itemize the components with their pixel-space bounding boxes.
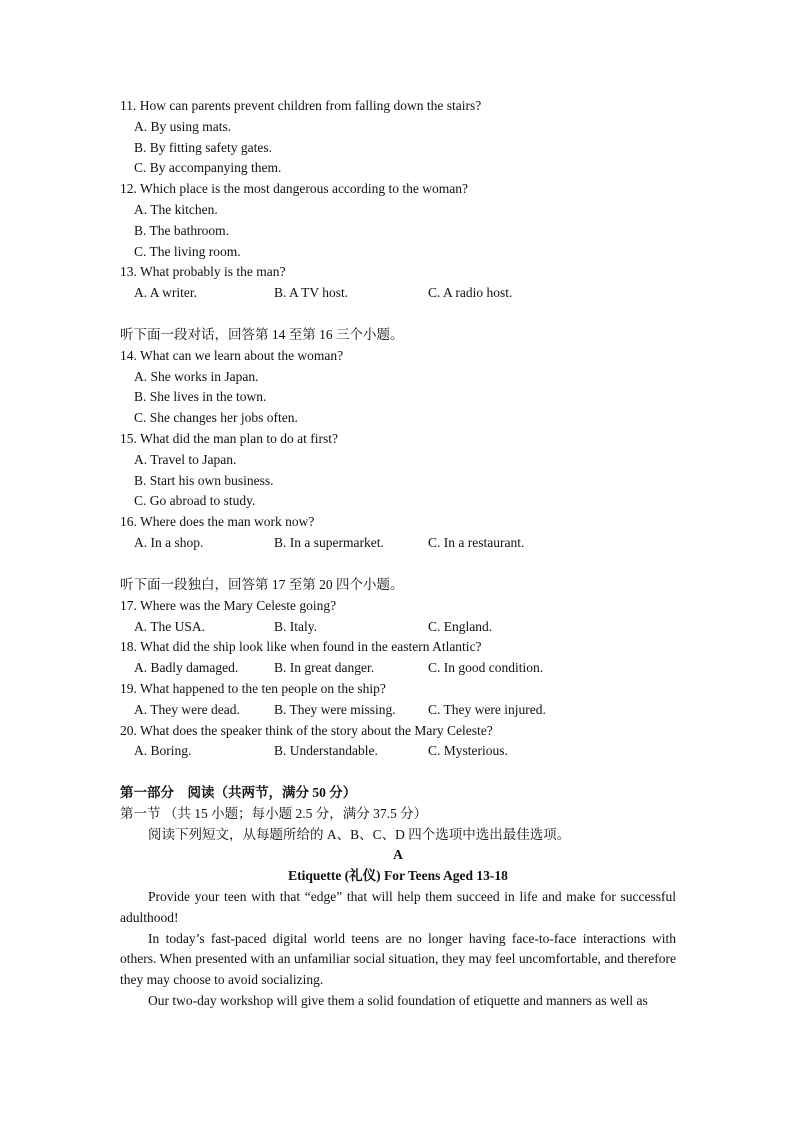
passage-paragraph-3: Our two-day workshop will give them a solid foundation of etiquette and manners as well as	[148, 992, 648, 1008]
option-18-b: B. In great danger.	[274, 660, 375, 676]
option-11-c: C. By accompanying them.	[134, 160, 282, 176]
option-15-a: A. Travel to Japan.	[134, 451, 237, 467]
option-16-c: C. In a restaurant.	[428, 534, 525, 550]
option-17-b: B. Italy.	[274, 618, 317, 634]
option-16-b: B. In a supermarket.	[274, 534, 384, 550]
question-16: 16. Where does the man work now?	[120, 514, 315, 530]
options-20	[120, 741, 676, 762]
section-line: 第一节 （共 15 小题；每小题 2.5 分，满分 37.5 分）	[120, 805, 428, 821]
options-17	[120, 617, 676, 638]
option-12-b: B. The bathroom.	[134, 222, 229, 238]
question-12: 12. Which place is the most dangerous according to the woman?	[120, 181, 469, 197]
option-14-c: C. She changes her jobs often.	[134, 410, 298, 426]
question-19: 19. What happened to the ten people on the ship?	[120, 680, 386, 696]
question-group-14-16	[120, 325, 676, 554]
option-20-c: C. Mysterious.	[428, 743, 508, 759]
option-13-c: C. A radio host.	[428, 285, 513, 301]
question-18: 18. What did the ship look like when found in the eastern Atlantic?	[120, 639, 482, 655]
option-18-a: A. Badly damaged.	[134, 660, 239, 676]
option-13-b: B. A TV host.	[274, 285, 349, 301]
instruction-14-16: 听下面一段对话，回答第 14 至第 16 三个小题。	[120, 327, 404, 342]
question-13: 13. What probably is the man?	[120, 264, 286, 280]
question-14: 14. What can we learn about the woman?	[120, 347, 344, 363]
option-12-a: A. The kitchen.	[134, 201, 218, 217]
question-group-11-13	[120, 96, 676, 304]
option-16-a: A. In a shop.	[134, 534, 204, 550]
question-group-17-20	[120, 575, 676, 762]
option-18-c: C. In good condition.	[428, 660, 544, 676]
reading-section	[120, 783, 676, 1012]
option-20-b: B. Understandable.	[274, 743, 378, 759]
option-17-a: A. The USA.	[134, 618, 206, 634]
option-19-b: B. They were missing.	[274, 701, 396, 717]
option-17-c: C. England.	[428, 618, 493, 634]
option-11-b: B. By fitting safety gates.	[134, 139, 272, 155]
passage-title: Etiquette (礼仪) For Teens Aged 13-18	[288, 868, 508, 884]
passage-paragraph-1: Provide your teen with that “edge” that will help them succeed in life and make for successful adulthood!	[120, 888, 676, 925]
question-11: 11. How can parents prevent children from falling down the stairs?	[120, 98, 482, 113]
question-17: 17. Where was the Mary Celeste going?	[120, 597, 337, 613]
option-20-a: A. Boring.	[134, 743, 192, 759]
options-19	[120, 700, 676, 721]
option-14-b: B. She lives in the town.	[134, 389, 267, 405]
options-13	[120, 283, 676, 304]
options-16	[120, 533, 676, 554]
passage-letter: A	[393, 847, 403, 863]
option-13-a: A. A writer.	[134, 285, 197, 301]
option-14-a: A. She works in Japan.	[134, 368, 259, 384]
part-title: 第一部分 阅读（共两节，满分 50 分）	[120, 785, 357, 800]
question-20: 20. What does the speaker think of the story about the Mary Celeste?	[120, 722, 493, 738]
option-11-a: A. By using mats.	[134, 118, 232, 134]
option-12-c: C. The living room.	[134, 243, 241, 259]
option-15-c: C. Go abroad to study.	[134, 493, 256, 509]
option-19-c: C. They were injured.	[428, 701, 546, 717]
passage-paragraph-2: In today’s fast-paced digital world teens are no longer having face-to-face interactions with others. When presented with an unfamiliar social situation, they may feel uncomfortable, and therefore they may choose to avoid socializing.	[120, 930, 676, 988]
option-19-a: A. They were dead.	[134, 701, 240, 717]
option-15-b: B. Start his own business.	[134, 472, 274, 488]
question-15: 15. What did the man plan to do at first?	[120, 430, 338, 446]
options-18	[120, 658, 676, 679]
instruction-17-20: 听下面一段独白，回答第 17 至第 20 四个小题。	[120, 577, 404, 592]
reading-instruction: 阅读下列短文，从每题所给的 A、B、C、D 四个选项中选出最佳选项。	[148, 826, 571, 842]
